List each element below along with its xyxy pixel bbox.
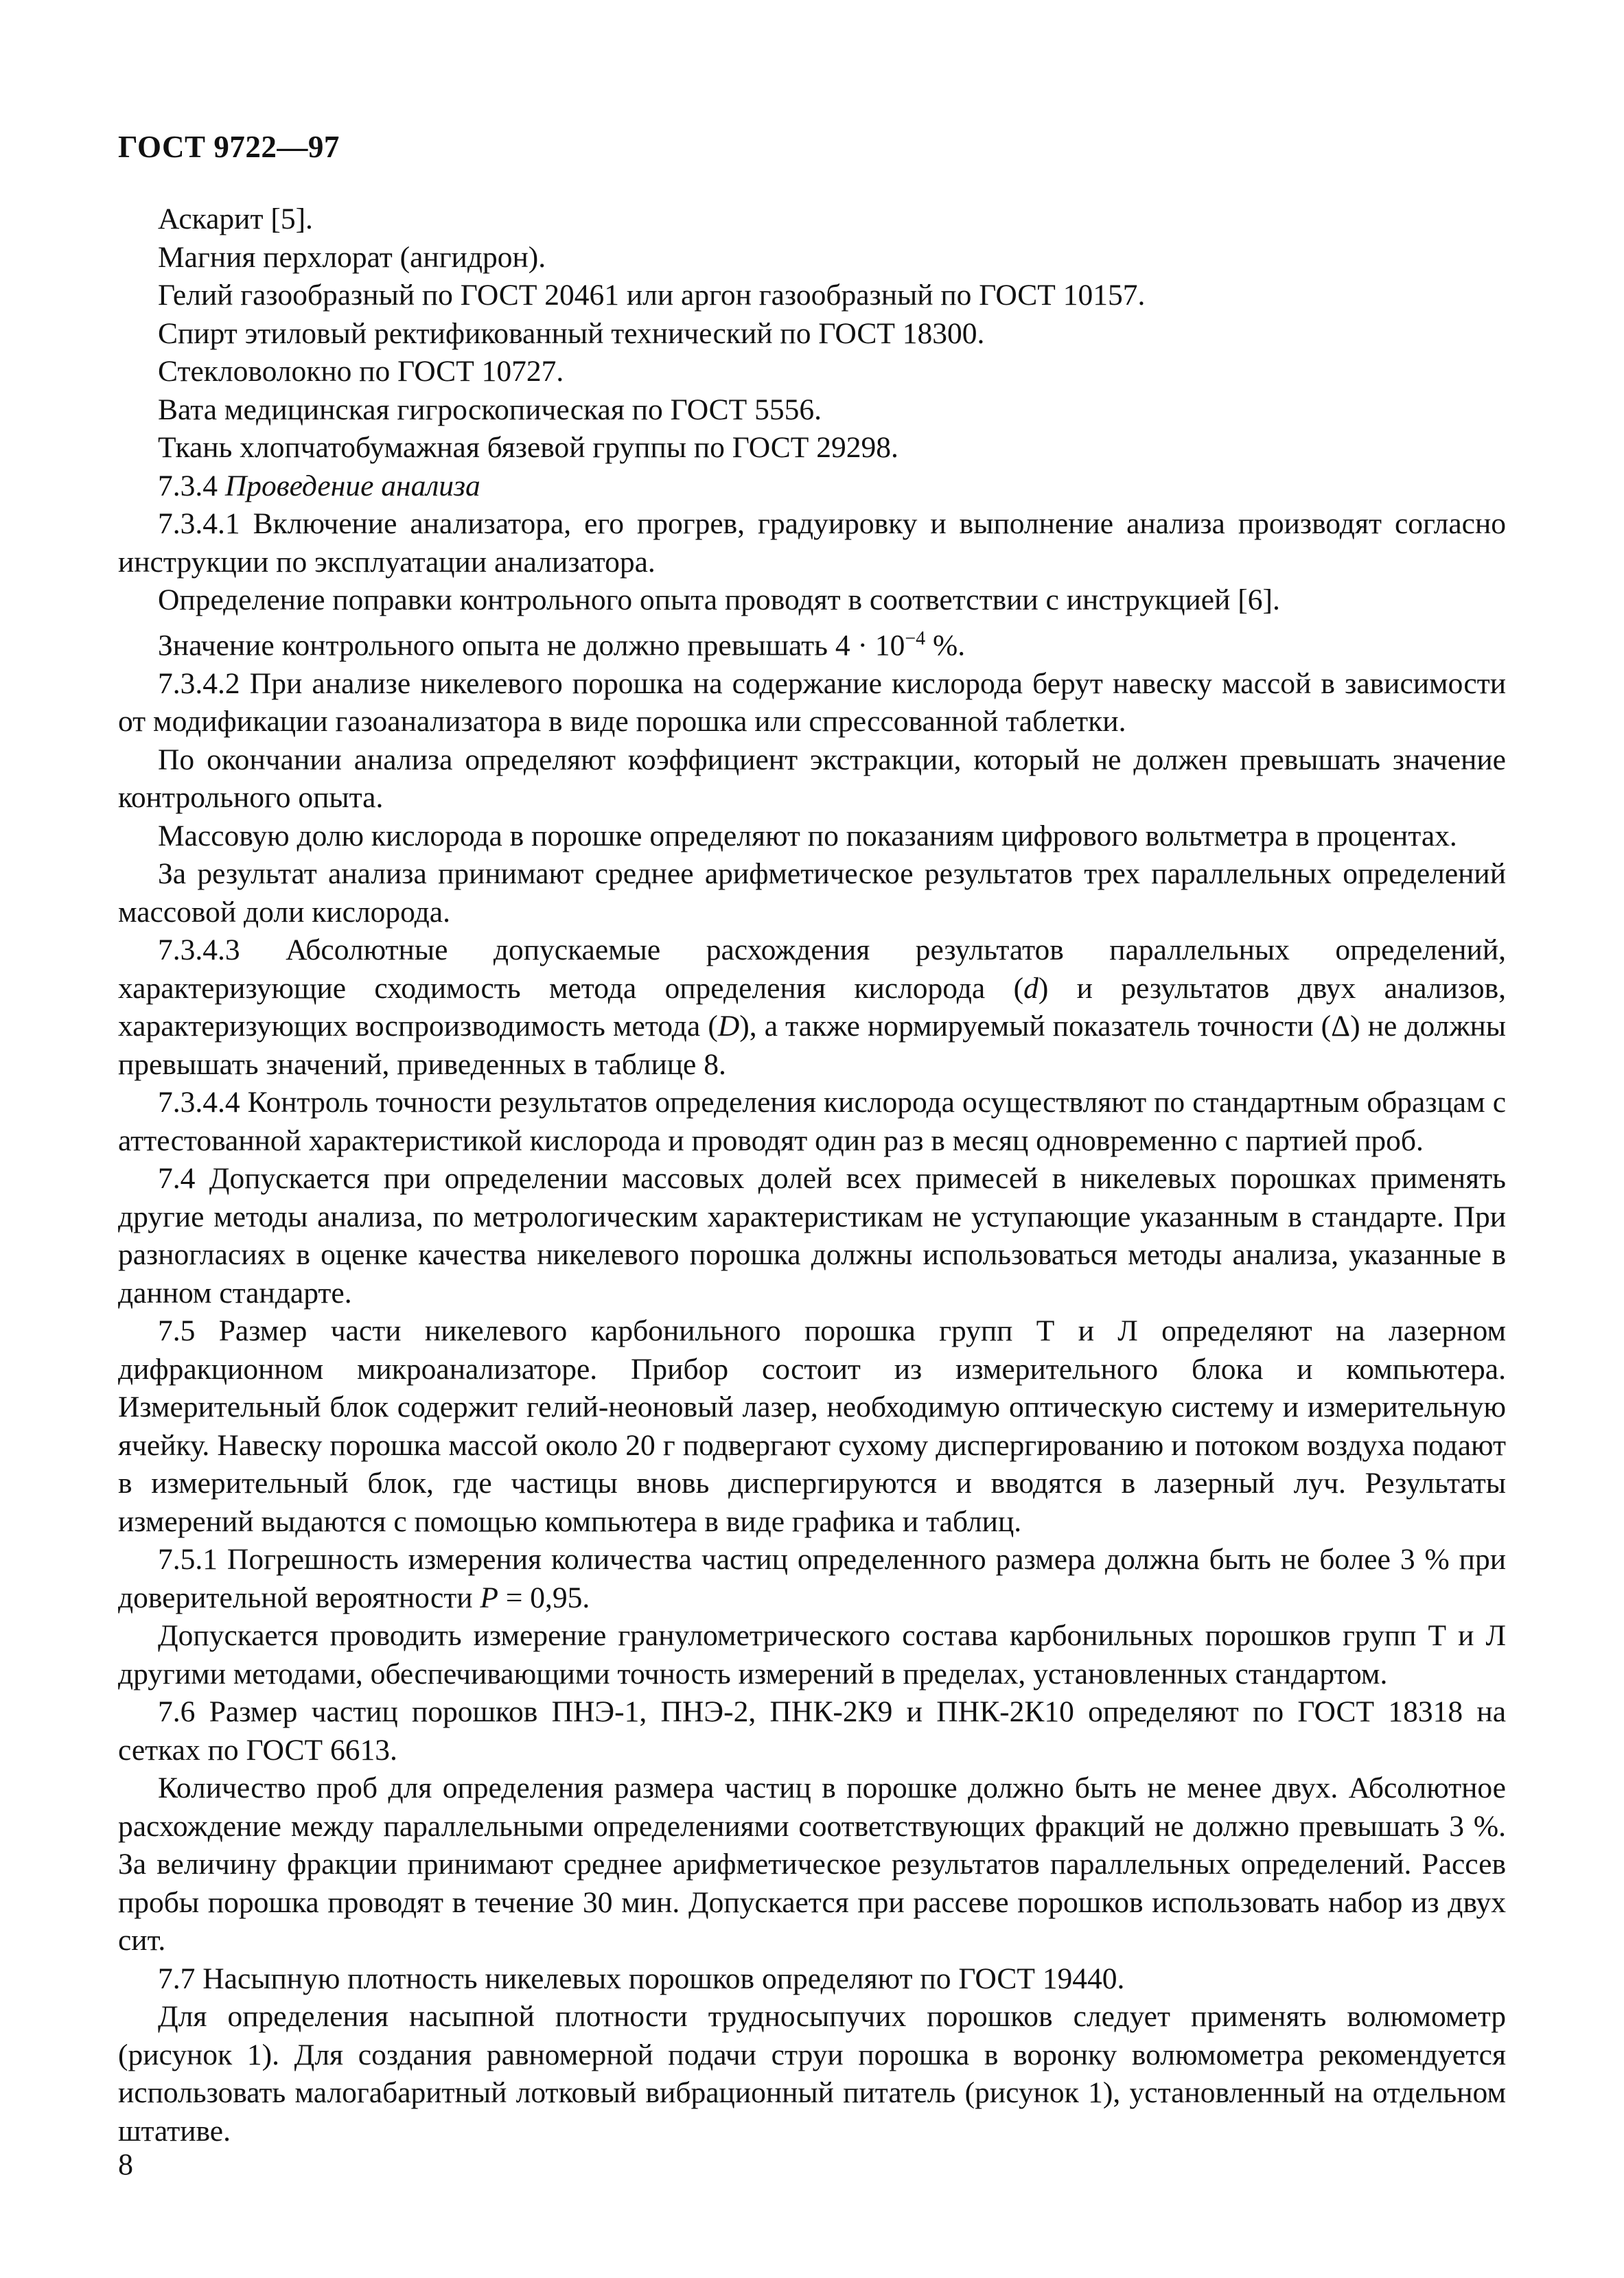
symbol-d: d: [1023, 971, 1039, 1005]
document-header: ГОСТ 9722—97: [118, 130, 340, 164]
text-run: = 0,95.: [498, 1581, 590, 1614]
paragraph-7-6: 7.6 Размер частиц порошков ПНЭ-1, ПНЭ-2, ПНК-2К9 и ПНК-2К10 определяют по ГОСТ 18318 на сетках по ГОСТ 6613.: [118, 1695, 1506, 1767]
text-run: ), а также нормируемый показатель точности (Δ) не должны превышать значений, приведенных в таблице 8.: [118, 1010, 1507, 1081]
paragraph-control-value: [118, 620, 1506, 665]
paragraph: Определение поправки контрольного опыта проводят в соответствии с инструкцией [6].: [158, 583, 1280, 616]
paragraph-7-3-4-1: 7.3.4.1 Включение анализатора, его прогрев, градуировку и выполнение анализа производят согласно инструкции по эксплуатации анализатора.: [118, 507, 1506, 579]
paragraph-7-3-4-2: 7.3.4.2 При анализе никелевого порошка на содержание кислорода берут навеску массой в зависимости от модификации газоанализатора в виде порошка или спрессованной таблетки.: [118, 666, 1506, 738]
material-item: Вата медицинская гигроскопическая по ГОСТ 5556.: [158, 393, 822, 426]
control-value-unit: %.: [925, 629, 966, 662]
section-title: Проведение анализа: [224, 469, 480, 502]
paragraph-7-4: 7.4 Допускается при определении массовых долей всех примесей в никелевых порошках применять другие методы анализа, по метрологическим характеристикам не уступающие указанным в стандарте. При разногласиях в оценке качества никелевого порошка должны использоваться методы анализа, указанные в данном стандарте.: [118, 1162, 1506, 1310]
document-body: [118, 200, 1506, 2150]
paragraph-7-7: 7.7 Насыпную плотность никелевых порошков определяют по ГОСТ 19440.: [158, 1962, 1125, 1995]
paragraph-7-3-4-3: [118, 931, 1506, 1084]
text-run: 7.3.4.3 Абсолютные допускаемые расхождения результатов параллельных определений, характеризующие сходимость метода определения кислорода (: [118, 933, 1506, 1005]
paragraph-7-5: 7.5 Размер части никелевого карбонильного порошка групп Т и Л определяют на лазерном дифракционном микроанализаторе. Прибор состоит из измерительного блока и компьютера. Измерительный блок содержит гелий-неоновый лазер, необходимую оптическую систему и измерительную ячейку. Навеску порошка массой около 20 г подвергают сухому диспергированию и потоком воздуха подают в измерительный блок, где частицы вновь диспергируются и вводятся в лазерный луч. Результаты измерений выдаются с помощью компьютера в виде графика и таблиц.: [118, 1314, 1506, 1538]
section-number: 7.3.4: [158, 469, 218, 502]
paragraph: Массовую долю кислорода в порошке определяют по показаниям цифрового вольтметра в процентах.: [158, 819, 1457, 852]
paragraph-7-3-4-4: 7.3.4.4 Контроль точности результатов определения кислорода осуществляют по стандартным образцам с аттестованной характеристикой кислорода и проводят один раз в месяц одновременно с партией проб.: [118, 1086, 1506, 1157]
exponent: −4: [905, 627, 926, 649]
symbol-D: D: [717, 1010, 740, 1043]
text-run: ) и результатов двух анализов, характеризующих воспроизводимость метода (: [118, 971, 1506, 1043]
paragraph: Количество проб для определения размера частиц в порошке должно быть не менее двух. Абсолютное расхождение между параллельными определениями соответствующих фракций не должно превышать 3 %. За величину фракции принимают среднее арифметическое результатов параллельных определений. Рассев пробы порошка проводят в течение 30 мин. Допускается при рассеве порошков использовать набор из двух сит.: [118, 1771, 1506, 1957]
material-item: Гелий газообразный по ГОСТ 20461 или аргон газообразный по ГОСТ 10157.: [158, 279, 1146, 312]
material-item: Магния перхлорат (ангидрон).: [158, 240, 546, 274]
material-item: Спирт этиловый ректификованный технический по ГОСТ 18300.: [158, 316, 985, 350]
text-run: 7.5.1 Погрешность измерения количества частиц определенного размера должна быть не более 3 % при доверительной вероятности: [118, 1543, 1506, 1614]
section-heading-7-3-4: [118, 467, 1506, 506]
control-value-text: Значение контрольного опыта не должно превышать 4 · 10: [158, 629, 905, 662]
paragraph-7-5-1: [118, 1541, 1506, 1617]
paragraph: За результат анализа принимают среднее арифметическое результатов трех параллельных определений массовой доли кислорода.: [118, 857, 1506, 929]
paragraph: Для определения насыпной плотности трудносыпучих порошков следует применять волюмометр (рисунок 1). Для создания равномерной подачи струи порошка в воронку волюмометра рекомендуется использовать малогабаритный лотковый вибрационный питатель (рисунок 1), установленный на отдельном штативе.: [118, 2000, 1506, 2148]
paragraph: Допускается проводить измерение гранулометрического состава карбонильных порошков групп Т и Л другими методами, обеспечивающими точность измерений в пределах, установленных стандартом.: [118, 1619, 1506, 1690]
paragraph: По окончании анализа определяют коэффициент экстракции, который не должен превышать значение контрольного опыта.: [118, 743, 1506, 814]
material-item: Стекловолокно по ГОСТ 10727.: [158, 355, 564, 388]
material-item: Аскарит [5].: [158, 202, 313, 235]
material-item: Ткань хлопчатобумажная бязевой группы по ГОСТ 29298.: [158, 431, 898, 464]
page-number: 8: [118, 2148, 133, 2181]
symbol-P: P: [480, 1581, 498, 1614]
